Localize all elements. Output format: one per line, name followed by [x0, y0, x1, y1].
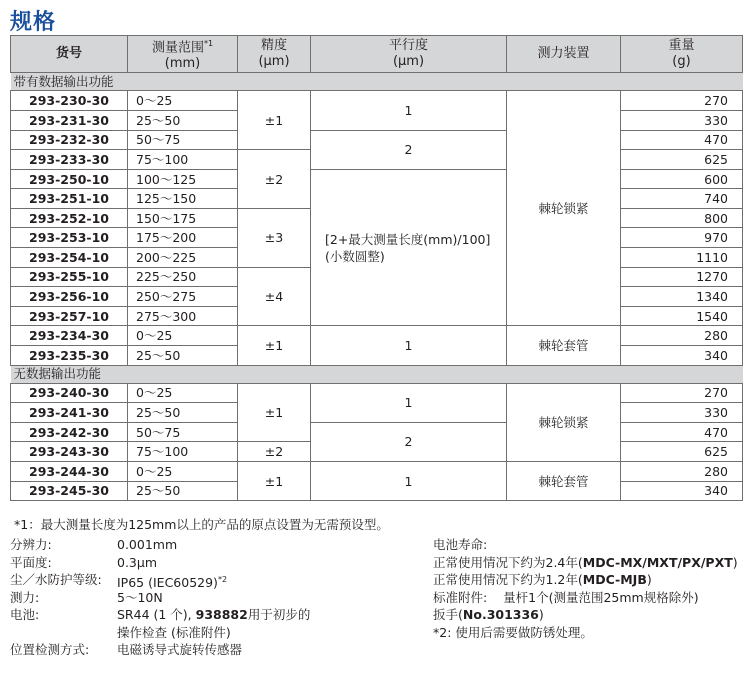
table-row: 293-252-10 150～175 ±3 800: [11, 208, 743, 228]
table-row: 293-256-10 250～275 1340: [11, 287, 743, 307]
wrench: 扳手(No.301336): [433, 607, 544, 622]
table-row: 293-257-10 275～300 1540: [11, 306, 743, 326]
table-row: 293-234-30 0～25 ±1 1 棘轮套管 280: [11, 326, 743, 346]
table-row: 293-245-30 25～50 340: [11, 481, 743, 501]
force-cell: 棘轮锁紧: [507, 91, 621, 326]
accuracy-cell: ±1: [238, 91, 311, 150]
table-row: 293-255-10 225～250 ±4 1270: [11, 267, 743, 287]
table-row: 293-231-30 25～50 330: [11, 110, 743, 130]
table-row: 293-230-30 0～25 ±1 1 棘轮锁紧 270: [11, 91, 743, 111]
parallelism-cell: 1: [311, 326, 507, 365]
header-code: 货号: [11, 36, 128, 73]
accuracy-cell: ±1: [238, 326, 311, 365]
accuracy-cell: ±2: [238, 442, 311, 462]
header-accuracy: 精度 (μm): [238, 36, 311, 73]
parallelism-cell: 2: [311, 130, 507, 169]
spec-table: [10, 35, 743, 501]
header-range: 测量范围$^{*1}$ (mm): [128, 36, 238, 73]
section-row-no-data-output: 无数据输出功能: [11, 365, 743, 383]
accuracy-cell: ±3: [238, 208, 311, 267]
header-force: 测力装置: [507, 36, 621, 73]
page-title: 规格: [10, 10, 57, 35]
battery-life-2: 正常使用情况下约为1.2年(MDC-MJB): [433, 572, 652, 587]
force-cell: 棘轮锁紧: [507, 383, 621, 461]
table-row: 293-253-10 175～200 970: [11, 228, 743, 248]
table-row: 293-250-10 100～125 [2+最大测量长度(mm)/100] (小数圆整) 600: [11, 169, 743, 189]
standard-accessory: 标准附件: 量杆1个(测量范围25mm规格除外): [433, 589, 699, 605]
accuracy-cell: ±2: [238, 150, 311, 209]
parallelism-cell: 1: [311, 91, 507, 130]
table-row: 293-240-30 0～25 ±1 1 棘轮锁紧 270: [11, 383, 743, 403]
table-row: 293-243-30 75～100 ±2 625: [11, 442, 743, 462]
table-row: 293-244-30 0～25 ±1 1 棘轮套管 280: [11, 462, 743, 482]
right-spec-list: [433, 536, 738, 641]
parallelism-cell: 2: [311, 422, 507, 461]
table-row: 293-233-30 75～100 ±2 625: [11, 150, 743, 170]
section-row-data-output: 带有数据输出功能: [11, 73, 743, 91]
battery-life-1: 正常使用情况下约为2.4年(MDC-MX/MXT/PX/PXT): [433, 554, 738, 570]
force-cell: 棘轮套管: [507, 462, 621, 501]
table-row: 293-254-10 200～225 1110: [11, 248, 743, 268]
force-cell: 棘轮套管: [507, 326, 621, 365]
accuracy-cell: ±1: [238, 383, 311, 442]
accuracy-cell: ±4: [238, 267, 311, 326]
footnote-1: *1：最大测量长度为125mm以上的产品的原点设置为无需预设型。: [14, 517, 389, 532]
footnote-2: *2: 使用后需要做防锈处理。: [433, 624, 593, 640]
table-row: 293-242-30 50～75 2 470: [11, 422, 743, 442]
parallelism-formula-cell: [2+最大测量长度(mm)/100] (小数圆整): [311, 169, 507, 326]
accuracy-cell: ±1: [238, 462, 311, 501]
header-parallelism: 平行度 (μm): [311, 36, 507, 73]
parallelism-cell: 1: [311, 462, 507, 501]
table-row: 293-241-30 25～50 330: [11, 403, 743, 423]
table-row: 293-251-10 125～150 740: [11, 189, 743, 209]
table-row: 293-235-30 25～50 340: [11, 346, 743, 366]
table-row: 293-232-30 50～75 2 470: [11, 130, 743, 150]
header-row: [11, 36, 743, 73]
parallelism-cell: 1: [311, 383, 507, 422]
header-weight: 重量 (g): [621, 36, 743, 73]
battery-life-label: 电池寿命:: [433, 537, 488, 552]
